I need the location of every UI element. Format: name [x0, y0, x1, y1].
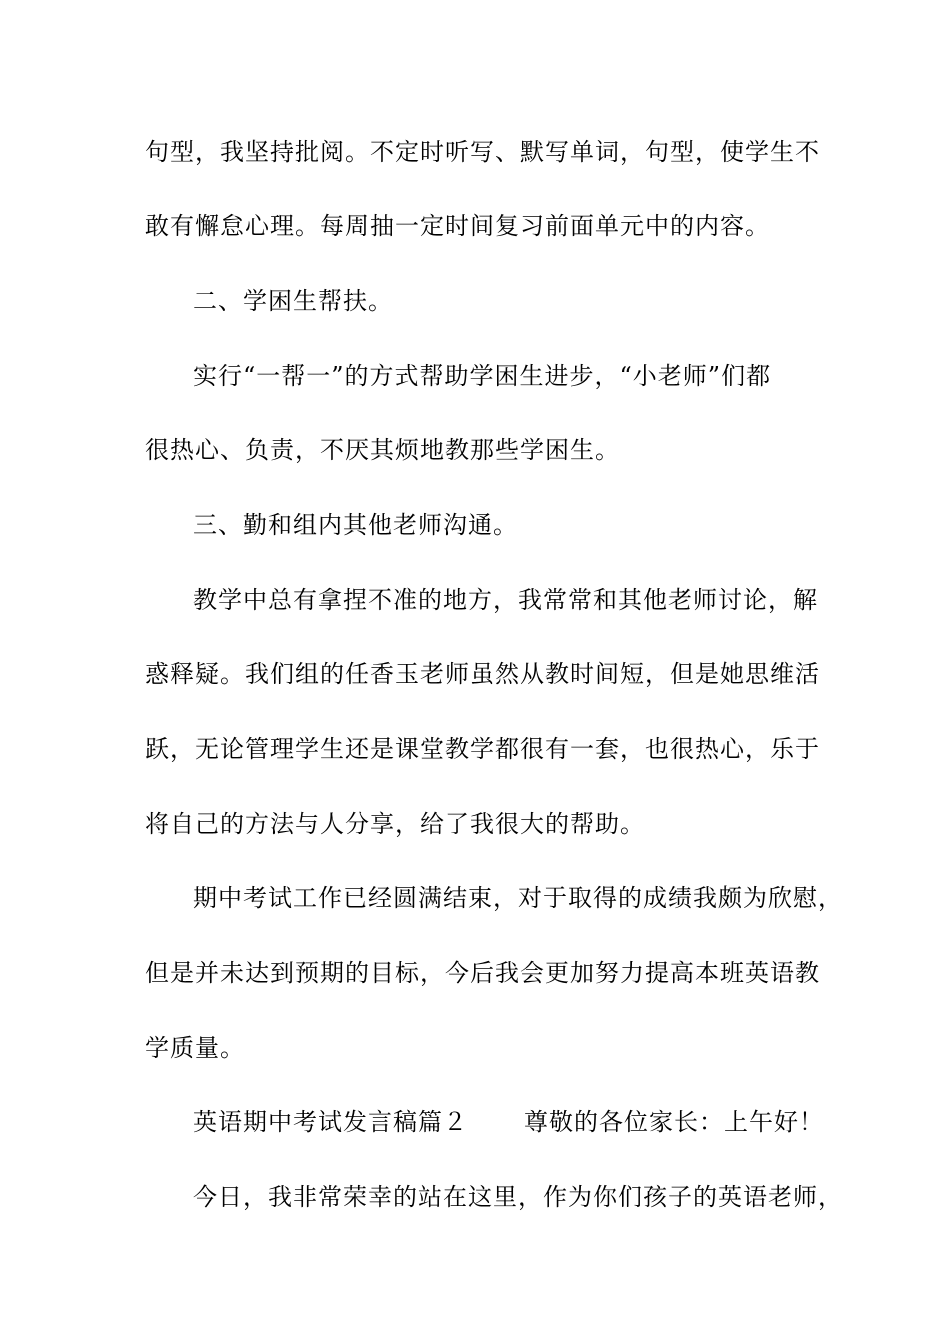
paragraph-line: 句型，我坚持批阅。不定时听写、默写单词，句型，使学生不: [145, 138, 820, 166]
paragraph-line: 实行“一帮一”的方式帮助学困生进步，“小老师”们都: [193, 362, 772, 390]
paragraph-line: 但是并未达到预期的目标，今后我会更加努力提高本班英语教: [145, 959, 820, 987]
paragraph-line: 跃，无论管理学生还是课堂教学都很有一套，也很热心，乐于: [145, 735, 820, 763]
paragraph-line: 今日，我非常荣幸的站在这里，作为你们孩子的英语老师，: [193, 1183, 843, 1211]
paragraph-line: 期中考试工作已经圆满结束，对于取得的成绩我颇为欣慰，: [193, 884, 843, 912]
paragraph-line: 很热心、负责，不厌其烦地教那些学困生。: [145, 436, 620, 464]
paragraph-line: 敢有懈怠心理。每周抽一定时间复习前面单元中的内容。: [145, 212, 770, 240]
section-title-line: [193, 1107, 835, 1137]
paragraph-line: 学质量。: [145, 1034, 245, 1062]
paragraph-line: 将自己的方法与人分享，给了我很大的帮助。: [145, 810, 645, 838]
section-heading: 二、学困生帮扶。: [193, 287, 393, 315]
paragraph-line: 教学中总有拿捏不准的地方，我常常和其他老师讨论，解: [193, 586, 818, 614]
section-title: 英语期中考试发言稿篇２: [193, 1108, 468, 1136]
paragraph-line: 惑释疑。我们组的任香玉老师虽然从教时间短，但是她思维活: [145, 660, 820, 688]
greeting: 尊敬的各位家长：上午好！: [524, 1108, 824, 1136]
section-heading: 三、勤和组内其他老师沟通。: [193, 511, 518, 539]
